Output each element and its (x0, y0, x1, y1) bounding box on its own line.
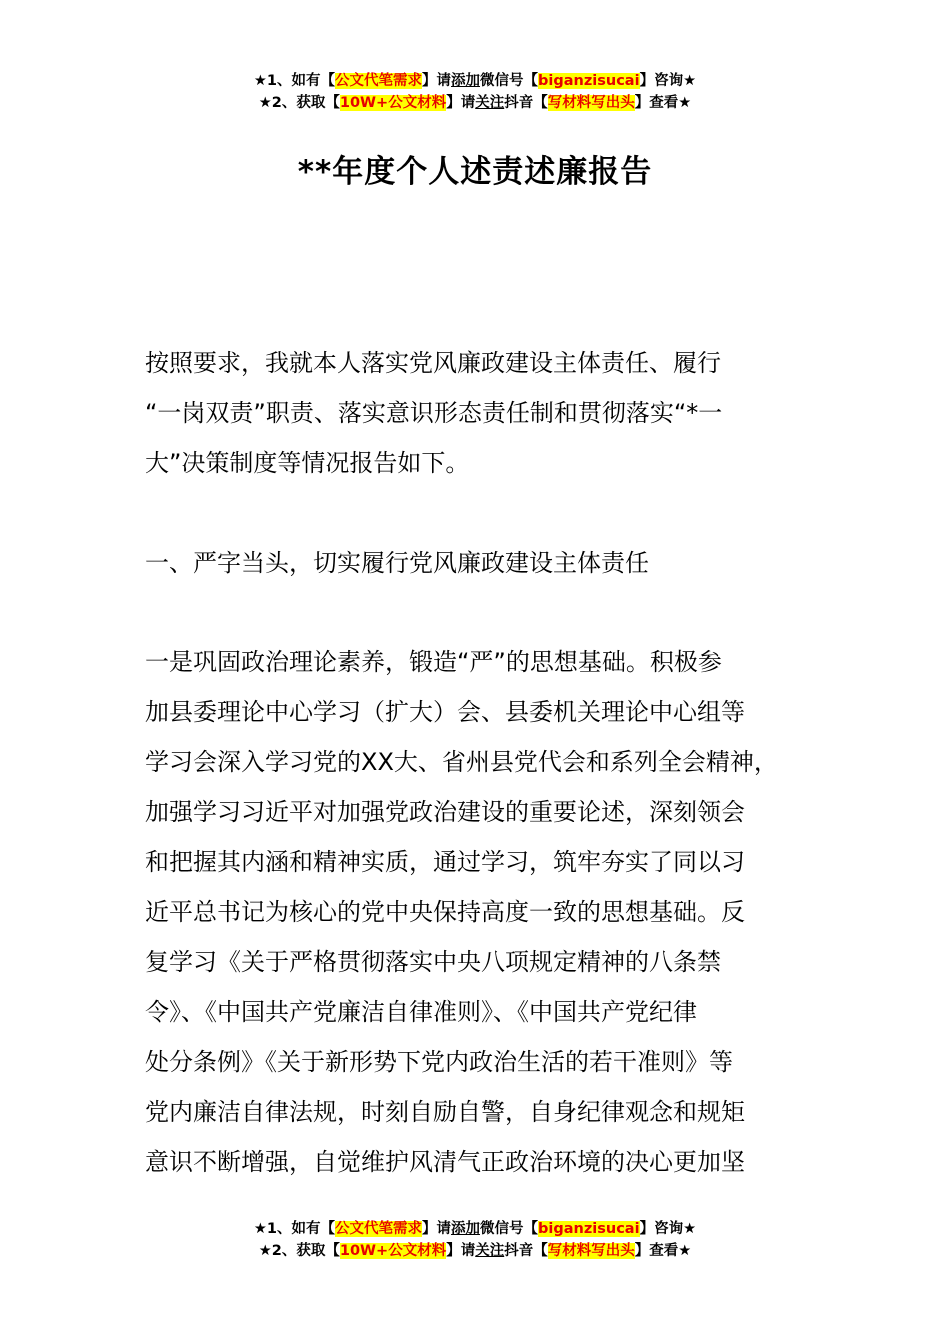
banner-line-1 (0, 70, 950, 92)
paragraph-line: 意识不断增强，自觉维护风清气正政治环境的决心更加坚 (145, 1148, 745, 1176)
banner-line-2 (0, 1240, 950, 1262)
banner-line-2 (0, 92, 950, 114)
banner-underlined: 关注 (475, 95, 505, 111)
paragraph-line: “一岗双责”职责、落实意识形态责任制和贯彻落实“*一 (145, 399, 723, 427)
banner-text: 】请 (422, 1221, 452, 1237)
paragraph-line: 按照要求，我就本人落实党风廉政建设主体责任、履行 (145, 349, 721, 377)
banner-highlight: 10W+公文材料 (339, 1243, 447, 1259)
paragraph-line: 一是巩固政治理论素养，锻造“严”的思想基础。积极参 (145, 648, 722, 676)
banner-text: 】查看★ (634, 95, 692, 111)
banner-highlight: biganzisucai (538, 73, 640, 89)
banner-text: 微信号【 (480, 1221, 539, 1237)
banner-underlined: 关注 (475, 1243, 505, 1259)
banner-highlight: biganzisucai (538, 1221, 640, 1237)
banner-highlight: 公文代笔需求 (335, 1221, 423, 1237)
paragraph-line: 学习会深入学习党的XX大、省州县党代会和系列全会精神， (145, 748, 778, 776)
intro-paragraph (145, 338, 835, 488)
section-heading (145, 538, 835, 588)
banner-highlight: 写材料写出头 (547, 1243, 635, 1259)
paragraph-line: 近平总书记为核心的党中央保持高度一致的思想基础。反 (145, 898, 745, 926)
banner-text: 】请 (446, 1243, 476, 1259)
paragraph-line: 加县委理论中心学习（扩大）会、县委机关理论中心组等 (145, 698, 745, 726)
banner-highlight: 10W+公文材料 (339, 95, 447, 111)
paragraph-line: 复学习《关于严格贯彻落实中央八项规定精神的八条禁 (145, 948, 721, 976)
header-banner (0, 70, 950, 114)
paragraph-line: 令》、《中国共产党廉洁自律准则》、《中国共产党纪律 (145, 998, 697, 1026)
banner-text: 】请 (422, 73, 452, 89)
paragraph-line: 和把握其内涵和精神实质，通过学习，筑牢夯实了同以习 (145, 848, 745, 876)
banner-underlined: 添加 (451, 73, 481, 89)
footer-banner (0, 1218, 950, 1262)
paragraph-line: 加强学习习近平对加强党政治建设的重要论述，深刻领会 (145, 798, 745, 826)
banner-text: ★2、获取【 (258, 95, 340, 111)
banner-text: 抖音【 (504, 1243, 548, 1259)
paragraph-line: 处分条例》《关于新形势下党内政治生活的若干准则》等 (145, 1048, 733, 1076)
banner-text: ★1、如有【 (253, 1221, 336, 1237)
document-title: **年度个人述责述廉报告 (297, 154, 653, 190)
paragraph-line: 党内廉洁自律法规，时刻自励自警，自身纪律观念和规矩 (145, 1098, 745, 1126)
paragraph-line: 大”决策制度等情况报告如下。 (145, 449, 470, 477)
banner-text: 】请 (446, 95, 476, 111)
banner-text: ★1、如有【 (253, 73, 336, 89)
banner-text: 微信号【 (480, 73, 539, 89)
banner-underlined: 添加 (451, 1221, 481, 1237)
section-heading-text: 一、严字当头，切实履行党风廉政建设主体责任 (145, 549, 649, 577)
banner-highlight: 写材料写出头 (547, 95, 635, 111)
section-paragraph (145, 637, 835, 1187)
banner-line-1 (0, 1218, 950, 1240)
banner-text: 】咨询★ (639, 1221, 697, 1237)
banner-text: 】咨询★ (639, 73, 697, 89)
banner-text: 】查看★ (634, 1243, 692, 1259)
banner-text: ★2、获取【 (258, 1243, 340, 1259)
banner-highlight: 公文代笔需求 (335, 73, 423, 89)
banner-text: 抖音【 (504, 95, 548, 111)
